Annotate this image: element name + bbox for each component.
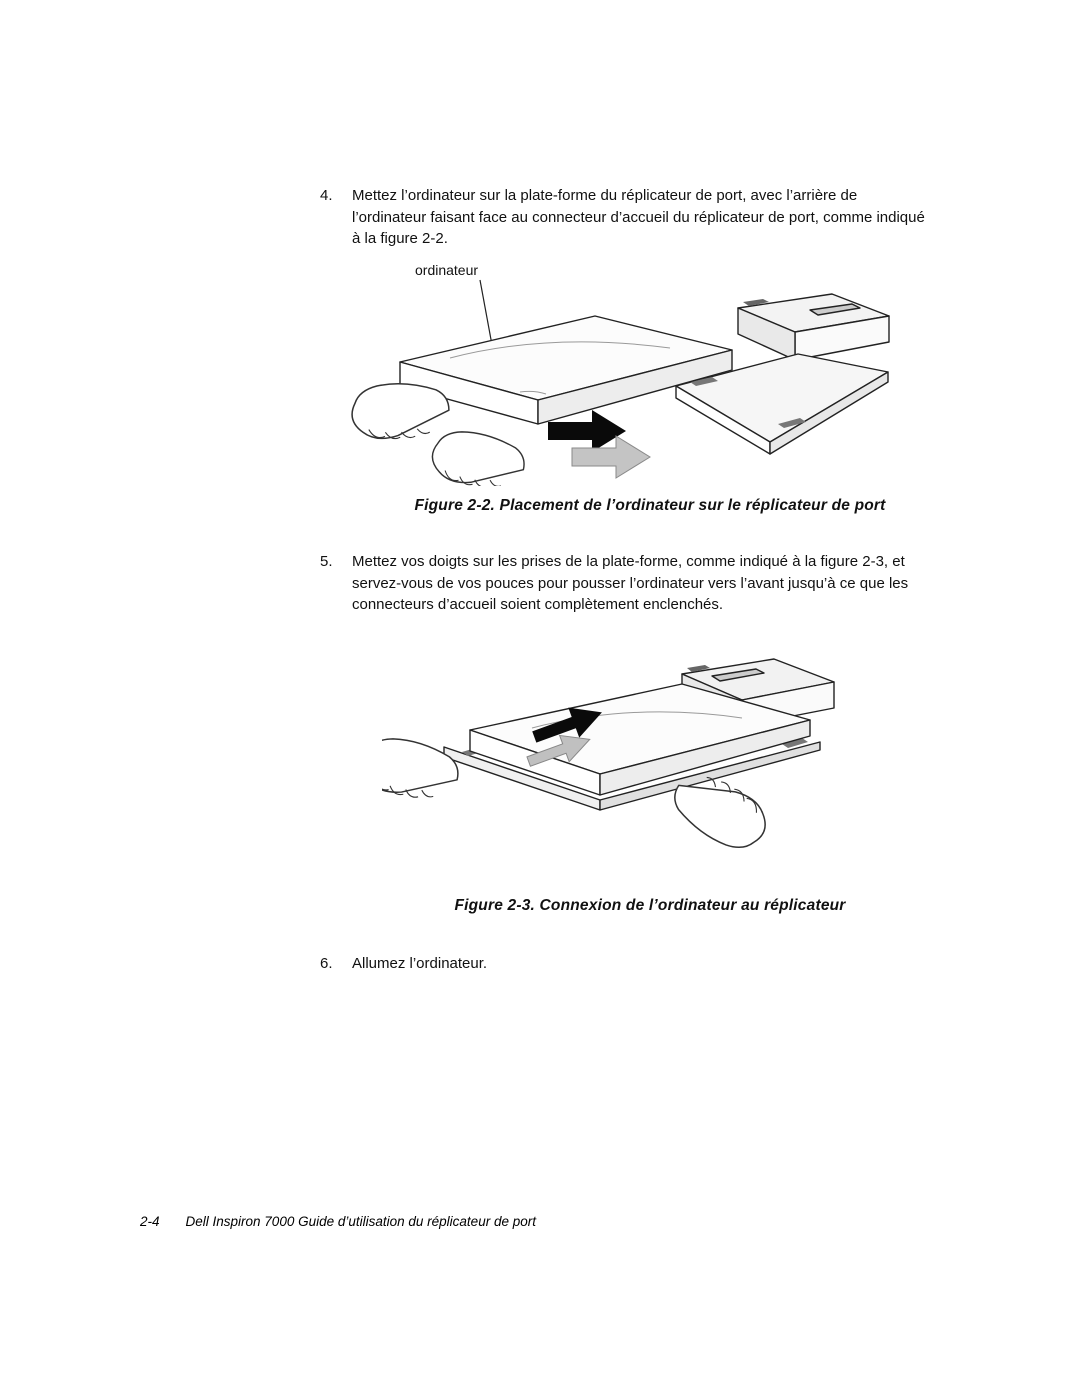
step-item-5 [320, 551, 930, 616]
step-item-4 [320, 185, 930, 250]
step-item-6 [320, 953, 930, 975]
second-hand [430, 429, 526, 486]
figure-2-2-image [340, 274, 900, 486]
left-hand [382, 736, 461, 802]
figure-2-3-caption: Figure 2-3. Connexion de l’ordinateur au réplicateur [454, 897, 846, 914]
step-text: Mettez vos doigts sur les prises de la plate-forme, comme indiqué à la figure 2-3, et servez-vous de vos pouces pour pousser l’ordinateur vers l’avant jusqu’à ce que les connecteurs d’accueil soient complètement enclenchés. [352, 553, 909, 613]
gray-direction-arrow-icon [572, 436, 650, 478]
step-text: Mettez l’ordinateur sur la plate-forme du réplicateur de port, avec l’arrière de l’ordinateur faisant face au connecteur d’accueil du réplicateur de port, comme indiqué à la figure 2-2. [352, 187, 925, 247]
step-number: 5. [320, 553, 333, 570]
footer-page-number: 2-4 [140, 1214, 160, 1229]
figure-2-3-image [382, 632, 852, 878]
step-number: 6. [320, 955, 333, 972]
laptop-drawing [400, 316, 732, 424]
page-footer [140, 1214, 536, 1229]
step-number: 4. [320, 187, 333, 204]
figure-callout-ordinateur: ordinateur [415, 262, 479, 278]
footer-doc-title: Dell Inspiron 7000 Guide d’utilisation du réplicateur de port [185, 1214, 536, 1229]
figure-2-2-caption: Figure 2-2. Placement de l’ordinateur sur le réplicateur de port [414, 497, 886, 514]
callout-leader-line [480, 280, 492, 345]
step-text: Allumez l’ordinateur. [352, 955, 488, 972]
